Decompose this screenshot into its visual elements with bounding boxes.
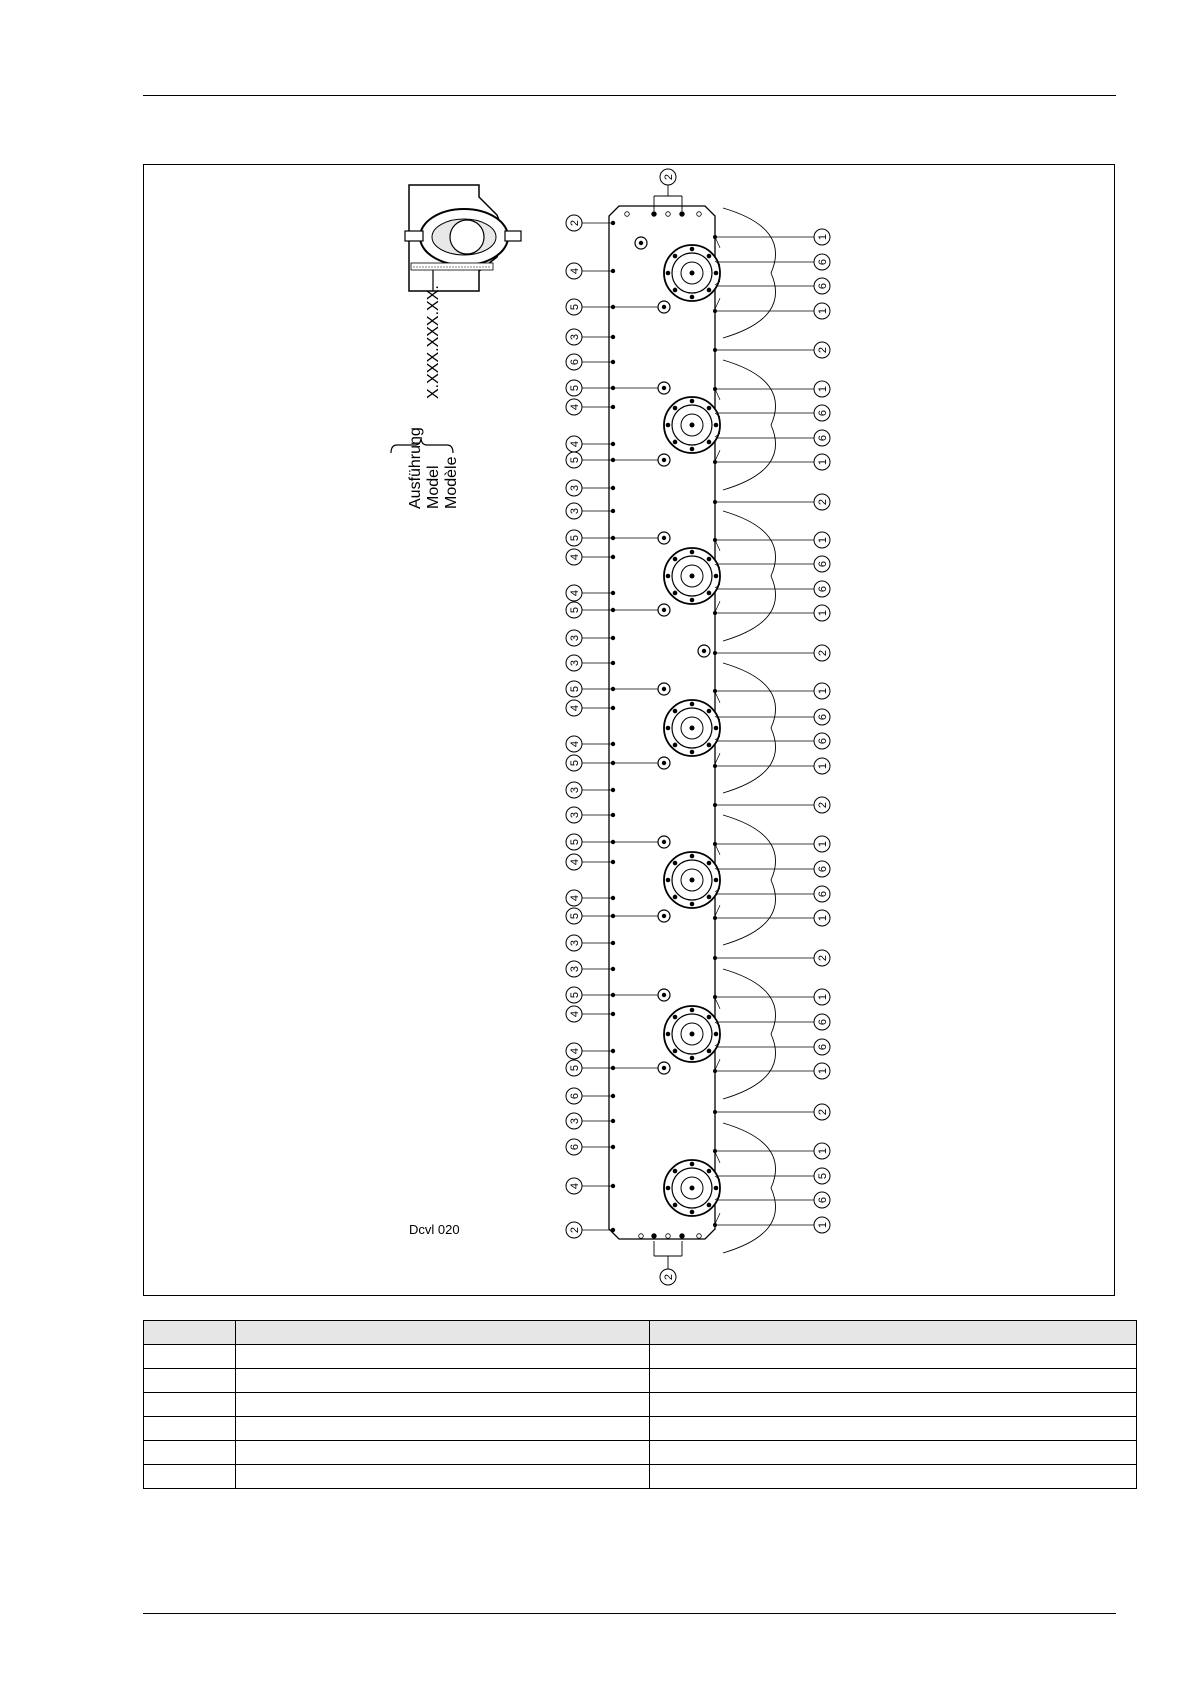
- plug-center: [662, 993, 666, 997]
- callout-number: 3: [569, 659, 581, 667]
- technical-drawing: [144, 165, 1116, 1297]
- valve-center: [690, 726, 695, 731]
- table-cell: [650, 1345, 1137, 1369]
- port-dot: [666, 212, 671, 217]
- port-dot: [625, 212, 630, 217]
- port-dot: [611, 761, 615, 765]
- callout-number: 2: [663, 173, 675, 181]
- bolt-hole: [714, 878, 719, 883]
- bolt-hole: [714, 423, 719, 428]
- callout-number: 5: [569, 1064, 581, 1072]
- model-number-text: X.XXX.XXX.XX.: [425, 285, 442, 399]
- callout-number: 4: [569, 440, 581, 448]
- bolt-hole: [707, 1015, 712, 1020]
- callout-number: 6: [817, 282, 829, 290]
- bolt-hole: [673, 895, 678, 900]
- table-cell: [650, 1417, 1137, 1441]
- plug-center: [662, 608, 666, 612]
- callout-number: 2: [569, 219, 581, 227]
- bolt-hole: [714, 1186, 719, 1191]
- port-dot: [611, 896, 615, 900]
- bolt-hole: [673, 709, 678, 714]
- bolt-hole: [714, 271, 719, 276]
- table-header-row: [144, 1321, 1137, 1345]
- port-dot: [697, 1234, 702, 1239]
- port-dot: [611, 486, 615, 490]
- port-dot: [697, 212, 702, 217]
- bolt-hole: [673, 440, 678, 445]
- valve-arc: [723, 511, 776, 641]
- port-dot: [680, 1234, 685, 1239]
- plug-center: [639, 241, 643, 245]
- table-cell: [236, 1393, 650, 1417]
- port-dot: [611, 1119, 615, 1123]
- bolt-hole: [707, 1203, 712, 1208]
- port-dot: [639, 1234, 644, 1239]
- port-dot: [713, 348, 717, 352]
- valve-arc: [723, 360, 776, 490]
- callout-number: 6: [817, 258, 829, 266]
- bolt-hole: [690, 1056, 695, 1061]
- callout-number: 6: [817, 1043, 829, 1051]
- plug-center: [662, 458, 666, 462]
- table-row: [144, 1345, 1137, 1369]
- port-dot: [611, 509, 615, 513]
- callout-number: 2: [817, 801, 829, 809]
- table-row: [144, 1465, 1137, 1489]
- callout-number: 2: [817, 649, 829, 657]
- valve-arc: [723, 208, 776, 338]
- port-dot: [611, 269, 615, 273]
- table-cell: [236, 1417, 650, 1441]
- connector-line: [715, 601, 720, 612]
- callout-number: 5: [569, 534, 581, 542]
- table-row: [144, 1369, 1137, 1393]
- callout-number: 4: [569, 858, 581, 866]
- bolt-hole: [673, 288, 678, 293]
- port-dot: [611, 967, 615, 971]
- callout-number: 6: [817, 560, 829, 568]
- bolt-hole: [690, 1162, 695, 1167]
- figure-frame: [143, 164, 1115, 1296]
- table-cell: [650, 1369, 1137, 1393]
- callout-number: 1: [817, 840, 829, 848]
- bolt-hole: [714, 726, 719, 731]
- bolt-hole: [707, 709, 712, 714]
- table-cell: [236, 1345, 650, 1369]
- port-dot: [611, 305, 615, 309]
- port-dot: [611, 360, 615, 364]
- port-dot: [611, 536, 615, 540]
- bolt-hole: [690, 1008, 695, 1013]
- callout-number: 2: [817, 954, 829, 962]
- table-row: [144, 1417, 1137, 1441]
- valve-arc: [723, 663, 776, 793]
- model-label-block: [391, 285, 460, 509]
- port-dot: [713, 764, 717, 768]
- callout-number: 6: [569, 1143, 581, 1151]
- port-dot: [713, 916, 717, 920]
- callout-number: 1: [817, 233, 829, 241]
- bolt-hole: [673, 1203, 678, 1208]
- table-row: [144, 1441, 1137, 1465]
- port-dot: [652, 212, 657, 217]
- port-dot: [611, 742, 615, 746]
- callout-number: 5: [569, 759, 581, 767]
- drawing-id: Dcvl 020: [409, 1222, 460, 1237]
- bolt-hole: [707, 591, 712, 596]
- bolt-hole: [690, 702, 695, 707]
- connector-line: [715, 237, 720, 248]
- model-label-de: Ausführung: [407, 427, 424, 509]
- bolt-hole: [673, 591, 678, 596]
- bolt-hole: [666, 574, 671, 579]
- manifold-body: [566, 169, 830, 1285]
- bolt-hole: [690, 550, 695, 555]
- callout-number: 6: [817, 737, 829, 745]
- bolt-hole: [707, 440, 712, 445]
- port-dot: [713, 651, 717, 655]
- parts-table: [143, 1320, 1137, 1489]
- bolt-hole: [690, 750, 695, 755]
- port-dot: [611, 405, 615, 409]
- bolt-hole: [666, 1186, 671, 1191]
- table-cell: [144, 1417, 236, 1441]
- connector-line: [715, 298, 720, 309]
- callout-number: 5: [569, 456, 581, 464]
- bolt-hole: [666, 1032, 671, 1037]
- table-cell: [144, 1441, 236, 1465]
- table-header-cell: [144, 1321, 236, 1345]
- callout-number: 4: [569, 740, 581, 748]
- callout-number: 5: [569, 606, 581, 614]
- bolt-hole: [707, 1049, 712, 1054]
- connector-line: [715, 998, 720, 1009]
- callout-number: 2: [817, 498, 829, 506]
- bolt-hole: [690, 447, 695, 452]
- callout-number: 1: [817, 1147, 829, 1155]
- connector-line: [715, 905, 720, 916]
- callout-number: 5: [569, 838, 581, 846]
- callout-number: 1: [817, 762, 829, 770]
- table-cell: [236, 1441, 650, 1465]
- callout-number: 1: [817, 914, 829, 922]
- connector-line: [715, 540, 720, 551]
- bolt-hole: [690, 295, 695, 300]
- valve-center: [690, 271, 695, 276]
- connector-line: [715, 1152, 720, 1163]
- port-dot: [611, 335, 615, 339]
- callout-number: 3: [569, 786, 581, 794]
- port-dot: [713, 309, 717, 313]
- port-dot: [611, 555, 615, 559]
- callout-number: 2: [569, 1226, 581, 1234]
- callout-number: 1: [817, 536, 829, 544]
- valve-center: [690, 878, 695, 883]
- plug-center: [702, 649, 706, 653]
- callout-number: 3: [569, 939, 581, 947]
- port-dot: [611, 840, 615, 844]
- bolt-hole: [666, 423, 671, 428]
- bolt-hole: [673, 1049, 678, 1054]
- bolt-hole: [690, 399, 695, 404]
- callout-number: 6: [817, 409, 829, 417]
- bolt-hole: [673, 743, 678, 748]
- bolt-hole: [673, 1015, 678, 1020]
- callout-number: 5: [569, 912, 581, 920]
- table-cell: [650, 1393, 1137, 1417]
- header-rule: [143, 95, 1116, 96]
- table-cell: [144, 1369, 236, 1393]
- port-dot: [611, 221, 615, 225]
- port-dot: [666, 1234, 671, 1239]
- plug-center: [662, 386, 666, 390]
- plug-center: [662, 1066, 666, 1070]
- model-label-fr: Modèle: [443, 456, 460, 509]
- port-dot: [611, 1184, 615, 1188]
- bolt-hole: [707, 254, 712, 259]
- bolt-hole: [707, 288, 712, 293]
- connector-line: [715, 692, 720, 703]
- callout-number: 6: [817, 865, 829, 873]
- table-cell: [236, 1465, 650, 1489]
- port-dot: [680, 212, 685, 217]
- port-dot: [713, 1110, 717, 1114]
- plug-center: [662, 840, 666, 844]
- table-cell: [236, 1369, 650, 1393]
- port-dot: [611, 1049, 615, 1053]
- bolt-hole: [690, 247, 695, 252]
- plug-center: [662, 914, 666, 918]
- model-label-en: Model: [425, 465, 442, 509]
- port-dot: [611, 993, 615, 997]
- port-dot: [611, 1094, 615, 1098]
- port-dot: [611, 788, 615, 792]
- callout-number: 1: [817, 993, 829, 1001]
- bolt-hole: [673, 861, 678, 866]
- bolt-hole: [690, 902, 695, 907]
- table-cell: [144, 1465, 236, 1489]
- bolt-hole: [690, 1210, 695, 1215]
- port-dot: [713, 956, 717, 960]
- table-cell: [144, 1345, 236, 1369]
- callout-number: 3: [569, 634, 581, 642]
- connector-line: [715, 450, 720, 461]
- bolt-hole: [707, 557, 712, 562]
- callout-number: 5: [817, 1172, 829, 1180]
- callout-number: 1: [817, 687, 829, 695]
- bolt-hole: [673, 1169, 678, 1174]
- plug-center: [662, 687, 666, 691]
- bolt-hole: [714, 574, 719, 579]
- model-illustration: [405, 185, 521, 291]
- callout-number: 4: [569, 589, 581, 597]
- callout-number: 6: [817, 585, 829, 593]
- port-dot: [611, 386, 615, 390]
- table-header-cell: [236, 1321, 650, 1345]
- callout-number: 1: [817, 1067, 829, 1075]
- table-cell: [650, 1441, 1137, 1465]
- connector-line: [715, 1059, 720, 1070]
- port-dot: [611, 661, 615, 665]
- callout-number: 4: [569, 894, 581, 902]
- valve-arc: [723, 1123, 776, 1253]
- port-dot: [611, 706, 615, 710]
- bolt-hole: [707, 406, 712, 411]
- callout-number: 5: [569, 685, 581, 693]
- bolt-hole: [666, 271, 671, 276]
- port-dot: [611, 1066, 615, 1070]
- port-dot: [611, 608, 615, 612]
- callout-number: 4: [569, 403, 581, 411]
- callout-number: 2: [817, 1108, 829, 1116]
- port-dot: [652, 1234, 657, 1239]
- valve-center: [690, 574, 695, 579]
- valve-arc: [723, 969, 776, 1099]
- bolt-hole: [690, 598, 695, 603]
- port-dot: [611, 1145, 615, 1149]
- port-dot: [611, 860, 615, 864]
- table-row: [144, 1393, 1137, 1417]
- callout-number: 6: [817, 1196, 829, 1204]
- table-cell: [144, 1393, 236, 1417]
- connector-line: [715, 753, 720, 764]
- callout-number: 6: [817, 890, 829, 898]
- port-dot: [611, 914, 615, 918]
- callout-number: 1: [817, 609, 829, 617]
- callout-number: 1: [817, 307, 829, 315]
- callout-number: 4: [569, 704, 581, 712]
- bolt-hole: [707, 861, 712, 866]
- port-dot: [611, 687, 615, 691]
- callout-number: 1: [817, 458, 829, 466]
- connector-line: [715, 389, 720, 400]
- bolt-hole: [673, 254, 678, 259]
- callout-number: 6: [569, 1092, 581, 1100]
- table-header-cell: [650, 1321, 1137, 1345]
- port-dot: [611, 636, 615, 640]
- plug-center: [662, 761, 666, 765]
- callout-number: 3: [569, 1117, 581, 1125]
- port-dot: [713, 803, 717, 807]
- connector-line: [715, 1213, 720, 1224]
- bolt-hole: [714, 1032, 719, 1037]
- bolt-hole: [707, 1169, 712, 1174]
- table-cell: [650, 1465, 1137, 1489]
- callout-number: 3: [569, 484, 581, 492]
- plug-center: [662, 536, 666, 540]
- valve-arc: [723, 815, 776, 945]
- callout-number: 5: [569, 991, 581, 999]
- callout-number: 3: [569, 811, 581, 819]
- bolt-hole: [673, 557, 678, 562]
- callout-number: 4: [569, 1182, 581, 1190]
- plug-center: [662, 305, 666, 309]
- callout-number: 6: [817, 713, 829, 721]
- port-dot: [611, 813, 615, 817]
- port-dot: [611, 941, 615, 945]
- callout-number: 2: [663, 1273, 675, 1281]
- valve-center: [690, 1032, 695, 1037]
- callout-number: 5: [569, 303, 581, 311]
- callout-number: 4: [569, 267, 581, 275]
- valve-center: [690, 1186, 695, 1191]
- bolt-hole: [707, 895, 712, 900]
- callout-number: 5: [569, 384, 581, 392]
- valve-center: [690, 423, 695, 428]
- port-dot: [611, 591, 615, 595]
- bolt-hole: [666, 878, 671, 883]
- callout-number: 2: [817, 346, 829, 354]
- callout-number: 3: [569, 507, 581, 515]
- port-dot: [713, 500, 717, 504]
- bolt-hole: [707, 743, 712, 748]
- callout-number: 4: [569, 1047, 581, 1055]
- port-dot: [611, 1012, 615, 1016]
- connector-line: [715, 844, 720, 855]
- callout-number: 4: [569, 553, 581, 561]
- callout-number: 3: [569, 333, 581, 341]
- callout-number: 6: [817, 434, 829, 442]
- bolt-hole: [673, 406, 678, 411]
- bolt-hole: [690, 854, 695, 859]
- bolt-hole: [666, 726, 671, 731]
- port-dot: [611, 1228, 615, 1232]
- callout-number: 6: [817, 1018, 829, 1026]
- callout-number: 3: [569, 965, 581, 973]
- port-dot: [611, 442, 615, 446]
- callout-number: 1: [817, 385, 829, 393]
- callout-number: 4: [569, 1010, 581, 1018]
- footer-rule: [143, 1613, 1116, 1614]
- callout-number: 1: [817, 1221, 829, 1229]
- callout-number: 6: [569, 358, 581, 366]
- port-dot: [611, 458, 615, 462]
